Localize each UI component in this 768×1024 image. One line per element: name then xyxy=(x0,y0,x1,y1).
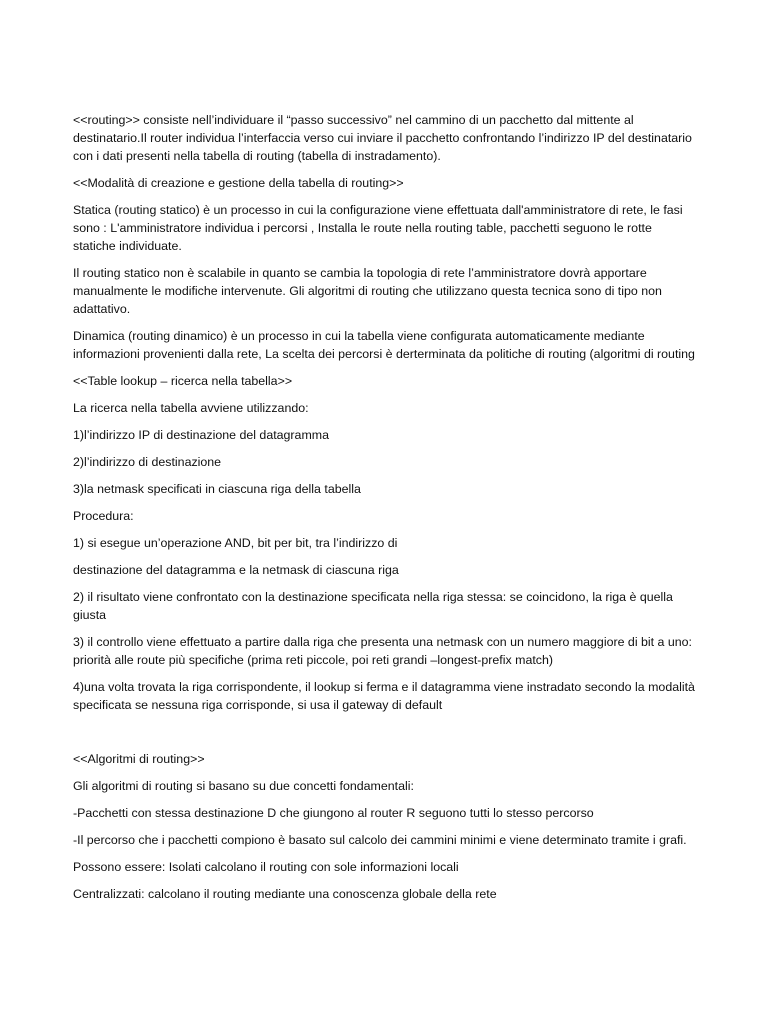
paragraph-routing-definition: <<routing>> consiste nell’individuare il “passo successivo” nel cammino di un pacchetto dal mittente al destinatario.Il router individua l’interfaccia verso cui inviare il pacchetto confrontando l’indirizzo IP del destinatario con i dati presenti nella tabella di routing (tabella di instradamento). xyxy=(73,113,692,163)
paragraph-shortest-path: -Il percorso che i pacchetti compiono è basato sul calcolo dei cammini minimi e viene determinato tramite i grafi. xyxy=(73,833,687,847)
heading-procedure: Procedura: xyxy=(73,509,134,523)
list-item-lookup-1: 1)l’indirizzo IP di destinazione del datagramma xyxy=(73,428,329,442)
paragraph-static-routing: Statica (routing statico) è un processo in cui la configurazione viene effettuata dall'amministratore di rete, le fasi sono : L'amministratore individua i percorsi , Installa le route nella routing table, pacchetti seguono le rotte statiche individuate. xyxy=(73,203,683,253)
paragraph-lookup-intro: La ricerca nella tabella avviene utilizzando: xyxy=(73,401,309,415)
heading-routing-algorithms: <<Algoritmi di routing>> xyxy=(73,752,205,766)
paragraph-spacer xyxy=(73,723,697,750)
paragraph-isolated: Possono essere: Isolati calcolano il routing con sole informazioni locali xyxy=(73,860,459,874)
document-page xyxy=(73,111,697,912)
list-item-procedure-4: 4)una volta trovata la riga corrispondente, il lookup si ferma e il datagramma viene instradato secondo la modalità specificata se nessuna riga corrisponde, si usa il gateway di default xyxy=(73,680,695,712)
list-item-procedure-2: 2) il risultato viene confrontato con la destinazione specificata nella riga stessa: se coincidono, la riga è quella giusta xyxy=(73,590,673,622)
list-item-lookup-3: 3)la netmask specificati in ciascuna riga della tabella xyxy=(73,482,361,496)
paragraph-dynamic-routing: Dinamica (routing dinamico) è un processo in cui la tabella viene configurata automaticamente mediante informazioni provenienti dalla rete, La scelta dei percorsi è derterminata da politiche di routing (algoritmi di routing xyxy=(73,329,695,361)
paragraph-centralized: Centralizzati: calcolano il routing mediante una conoscenza globale della rete xyxy=(73,887,497,901)
heading-table-management: <<Modalità di creazione e gestione della tabella di routing>> xyxy=(73,176,404,190)
list-item-lookup-2: 2)l’indirizzo di destinazione xyxy=(73,455,222,469)
paragraph-same-destination: -Pacchetti con stessa destinazione D che giungono al router R seguono tutti lo stesso percorso xyxy=(73,806,594,820)
list-item-procedure-1a: 1) si esegue un’operazione AND, bit per bit, tra l’indirizzo di xyxy=(73,536,398,550)
paragraph-static-scalability: Il routing statico non è scalabile in quanto se cambia la topologia di rete l’amministratore dovrà apportare manualmente le modifiche intervenute. Gli algoritmi di routing che utilizzano questa tecnica sono di tipo non adattativo. xyxy=(73,266,662,316)
paragraph-algorithms-intro: Gli algoritmi di routing si basano su due concetti fondamentali: xyxy=(73,779,414,793)
heading-table-lookup: <<Table lookup – ricerca nella tabella>> xyxy=(73,374,293,388)
list-item-procedure-1b: destinazione del datagramma e la netmask di ciascuna riga xyxy=(73,563,399,577)
list-item-procedure-3: 3) il controllo viene effettuato a partire dalla riga che presenta una netmask con un numero maggiore di bit a uno: priorità alle route più specifiche (prima reti piccole, poi reti grandi –longest-prefix match) xyxy=(73,635,692,667)
